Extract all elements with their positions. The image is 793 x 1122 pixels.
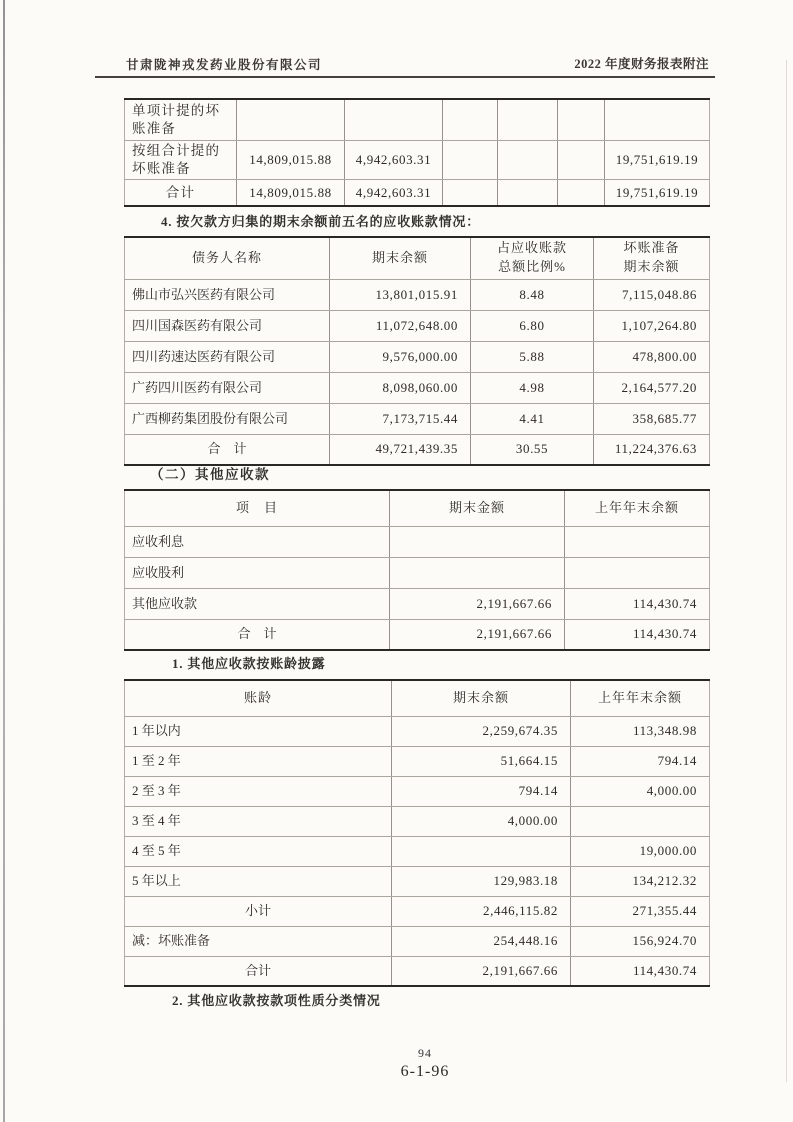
table-cell: 8,098,060.00 [330,372,471,403]
table-row [125,341,710,372]
doc-number: 6-1-96 [400,1063,450,1080]
table-cell: 1,107,264.80 [594,310,710,341]
scan-edge-artifact-left [3,0,5,1122]
table-cell: 8.48 [471,279,594,310]
table-cell [558,99,605,140]
table-cell: 478,800.00 [594,341,710,372]
table-cell [443,179,498,206]
table-cell: 19,751,619.19 [605,140,710,179]
row-label: 小计 [125,896,392,926]
note-aging-disclosure: 1. 其他应收款按账龄披露 [172,656,326,671]
table-cell: 794.14 [392,776,571,806]
table-cell [390,526,565,557]
table-cell [558,179,605,206]
table-cell [571,806,710,836]
table-cell: 134,212.32 [571,866,710,896]
table-cell: 4,000.00 [571,776,710,806]
table-row [125,866,710,896]
debtor-name: 四川国森医药有限公司 [125,310,330,341]
row-label: 按组合计提的坏账准备 [125,140,237,179]
table-cell [565,526,710,557]
table-cell: 14,809,015.88 [237,179,345,206]
row-label: 3 至 4 年 [125,806,392,836]
table-cell [237,99,345,140]
table-cell: 271,355.44 [571,896,710,926]
row-label: 5 年以上 [125,866,392,896]
column-header: 账龄 [125,680,392,716]
column-header: 上年年末余额 [565,490,710,526]
table-cell: 19,751,619.19 [605,179,710,206]
row-label: 应收股利 [125,557,390,588]
table-cell: 358,685.77 [594,403,710,434]
table-row [125,926,710,956]
table-cell: 2,446,115.82 [392,896,571,926]
table-row [125,403,710,434]
header-company-name: 甘肃陇神戎发药业股份有限公司 [126,58,323,72]
table-cell [390,557,565,588]
row-label: 合 计 [125,619,390,650]
table-row [125,776,710,806]
table-row [125,806,710,836]
table-header-row [125,237,710,279]
table-cell: 19,000.00 [571,836,710,866]
table-cell: 4.41 [471,403,594,434]
table-row-total [125,434,710,465]
table-cell: 114,430.74 [565,619,710,650]
table-cell [392,836,571,866]
table-cell [605,99,710,140]
table-header-row [125,680,710,716]
table-row [125,99,710,140]
table-cell: 113,348.98 [571,716,710,746]
table-cell: 2,191,667.66 [390,619,565,650]
row-label: 1 至 2 年 [125,746,392,776]
header-rule [95,76,715,78]
table-cell: 114,430.74 [571,956,710,986]
table-row [125,279,710,310]
column-header: 项 目 [125,490,390,526]
table-row [125,526,710,557]
table-cell [443,140,498,179]
row-label: 1 年以内 [125,716,392,746]
table-row [125,310,710,341]
table-row-total [125,619,710,650]
table-cell: 2,191,667.66 [392,956,571,986]
scan-edge-artifact-right [786,60,787,1082]
table-row-subtotal [125,896,710,926]
bad-debt-provision-table [124,98,710,207]
table-cell [498,140,558,179]
debtor-name: 广西柳药集团股份有限公司 [125,403,330,434]
note-nature-classification: 2. 其他应收款按款项性质分类情况 [172,993,381,1008]
table-header-row [125,490,710,526]
table-row [125,836,710,866]
table-cell: 114,430.74 [565,588,710,619]
table-row [125,140,710,179]
table-row [125,557,710,588]
table-cell: 156,924.70 [571,926,710,956]
table-cell: 5.88 [471,341,594,372]
table-cell: 7,173,715.44 [330,403,471,434]
table-cell: 13,801,015.91 [330,279,471,310]
row-label: 合计 [125,179,237,206]
table-cell: 11,224,376.63 [594,434,710,465]
row-label: 2 至 3 年 [125,776,392,806]
table-row-total [125,179,710,206]
section-heading-other-receivables: （二）其他应收款 [150,467,270,482]
table-cell: 4,942,603.31 [345,179,443,206]
table-cell [498,179,558,206]
aging-table [124,679,710,987]
table-row [125,372,710,403]
table-row [125,716,710,746]
table-cell [565,557,710,588]
column-header: 期末金额 [390,490,565,526]
column-header: 期末余额 [330,237,471,279]
table-cell [443,99,498,140]
table-cell: 129,983.18 [392,866,571,896]
table-cell: 254,448.16 [392,926,571,956]
page-number: 94 [418,1046,432,1060]
table-cell: 4,000.00 [392,806,571,836]
table-cell: 51,664.15 [392,746,571,776]
other-receivables-table [124,489,710,651]
row-label: 应收利息 [125,526,390,557]
row-label: 4 至 5 年 [125,836,392,866]
row-label: 合计 [125,956,392,986]
header-line: 总额比例% [498,259,566,275]
column-header: 上年年末余额 [571,680,710,716]
table-cell [345,99,443,140]
note-top5-receivables: 4. 按欠款方归集的期末余额前五名的应收账款情况： [161,214,481,229]
table-cell: 4.98 [471,372,594,403]
header-line: 占应收账款 [496,240,567,256]
table-cell [498,99,558,140]
table-cell: 6.80 [471,310,594,341]
table-cell: 14,809,015.88 [237,140,345,179]
table-cell: 7,115,048.86 [594,279,710,310]
table-row [125,588,710,619]
column-header [594,237,710,279]
table-row [125,746,710,776]
row-label: 单项计提的坏账准备 [125,99,237,140]
row-label: 合 计 [125,434,330,465]
table-cell: 2,164,577.20 [594,372,710,403]
table-cell: 2,191,667.66 [390,588,565,619]
table-cell: 11,072,648.00 [330,310,471,341]
header-line: 期末余额 [623,259,680,275]
debtor-name: 广药四川医药有限公司 [125,372,330,403]
table-cell: 4,942,603.31 [345,140,443,179]
header-line: 坏账准备 [623,240,680,256]
table-cell: 2,259,674.35 [392,716,571,746]
table-cell: 49,721,439.35 [330,434,471,465]
column-header [471,237,594,279]
top5-debtors-table [124,236,710,466]
row-label: 其他应收款 [125,588,390,619]
table-cell: 9,576,000.00 [330,341,471,372]
column-header: 债务人名称 [125,237,330,279]
table-cell [558,140,605,179]
table-cell: 794.14 [571,746,710,776]
table-cell: 30.55 [471,434,594,465]
row-label: 减：坏账准备 [125,926,392,956]
debtor-name: 四川药速达医药有限公司 [125,341,330,372]
debtor-name: 佛山市弘兴医药有限公司 [125,279,330,310]
header-doc-title: 2022 年度财务报表附注 [574,57,709,71]
table-row-total [125,956,710,986]
column-header: 期末余额 [392,680,571,716]
